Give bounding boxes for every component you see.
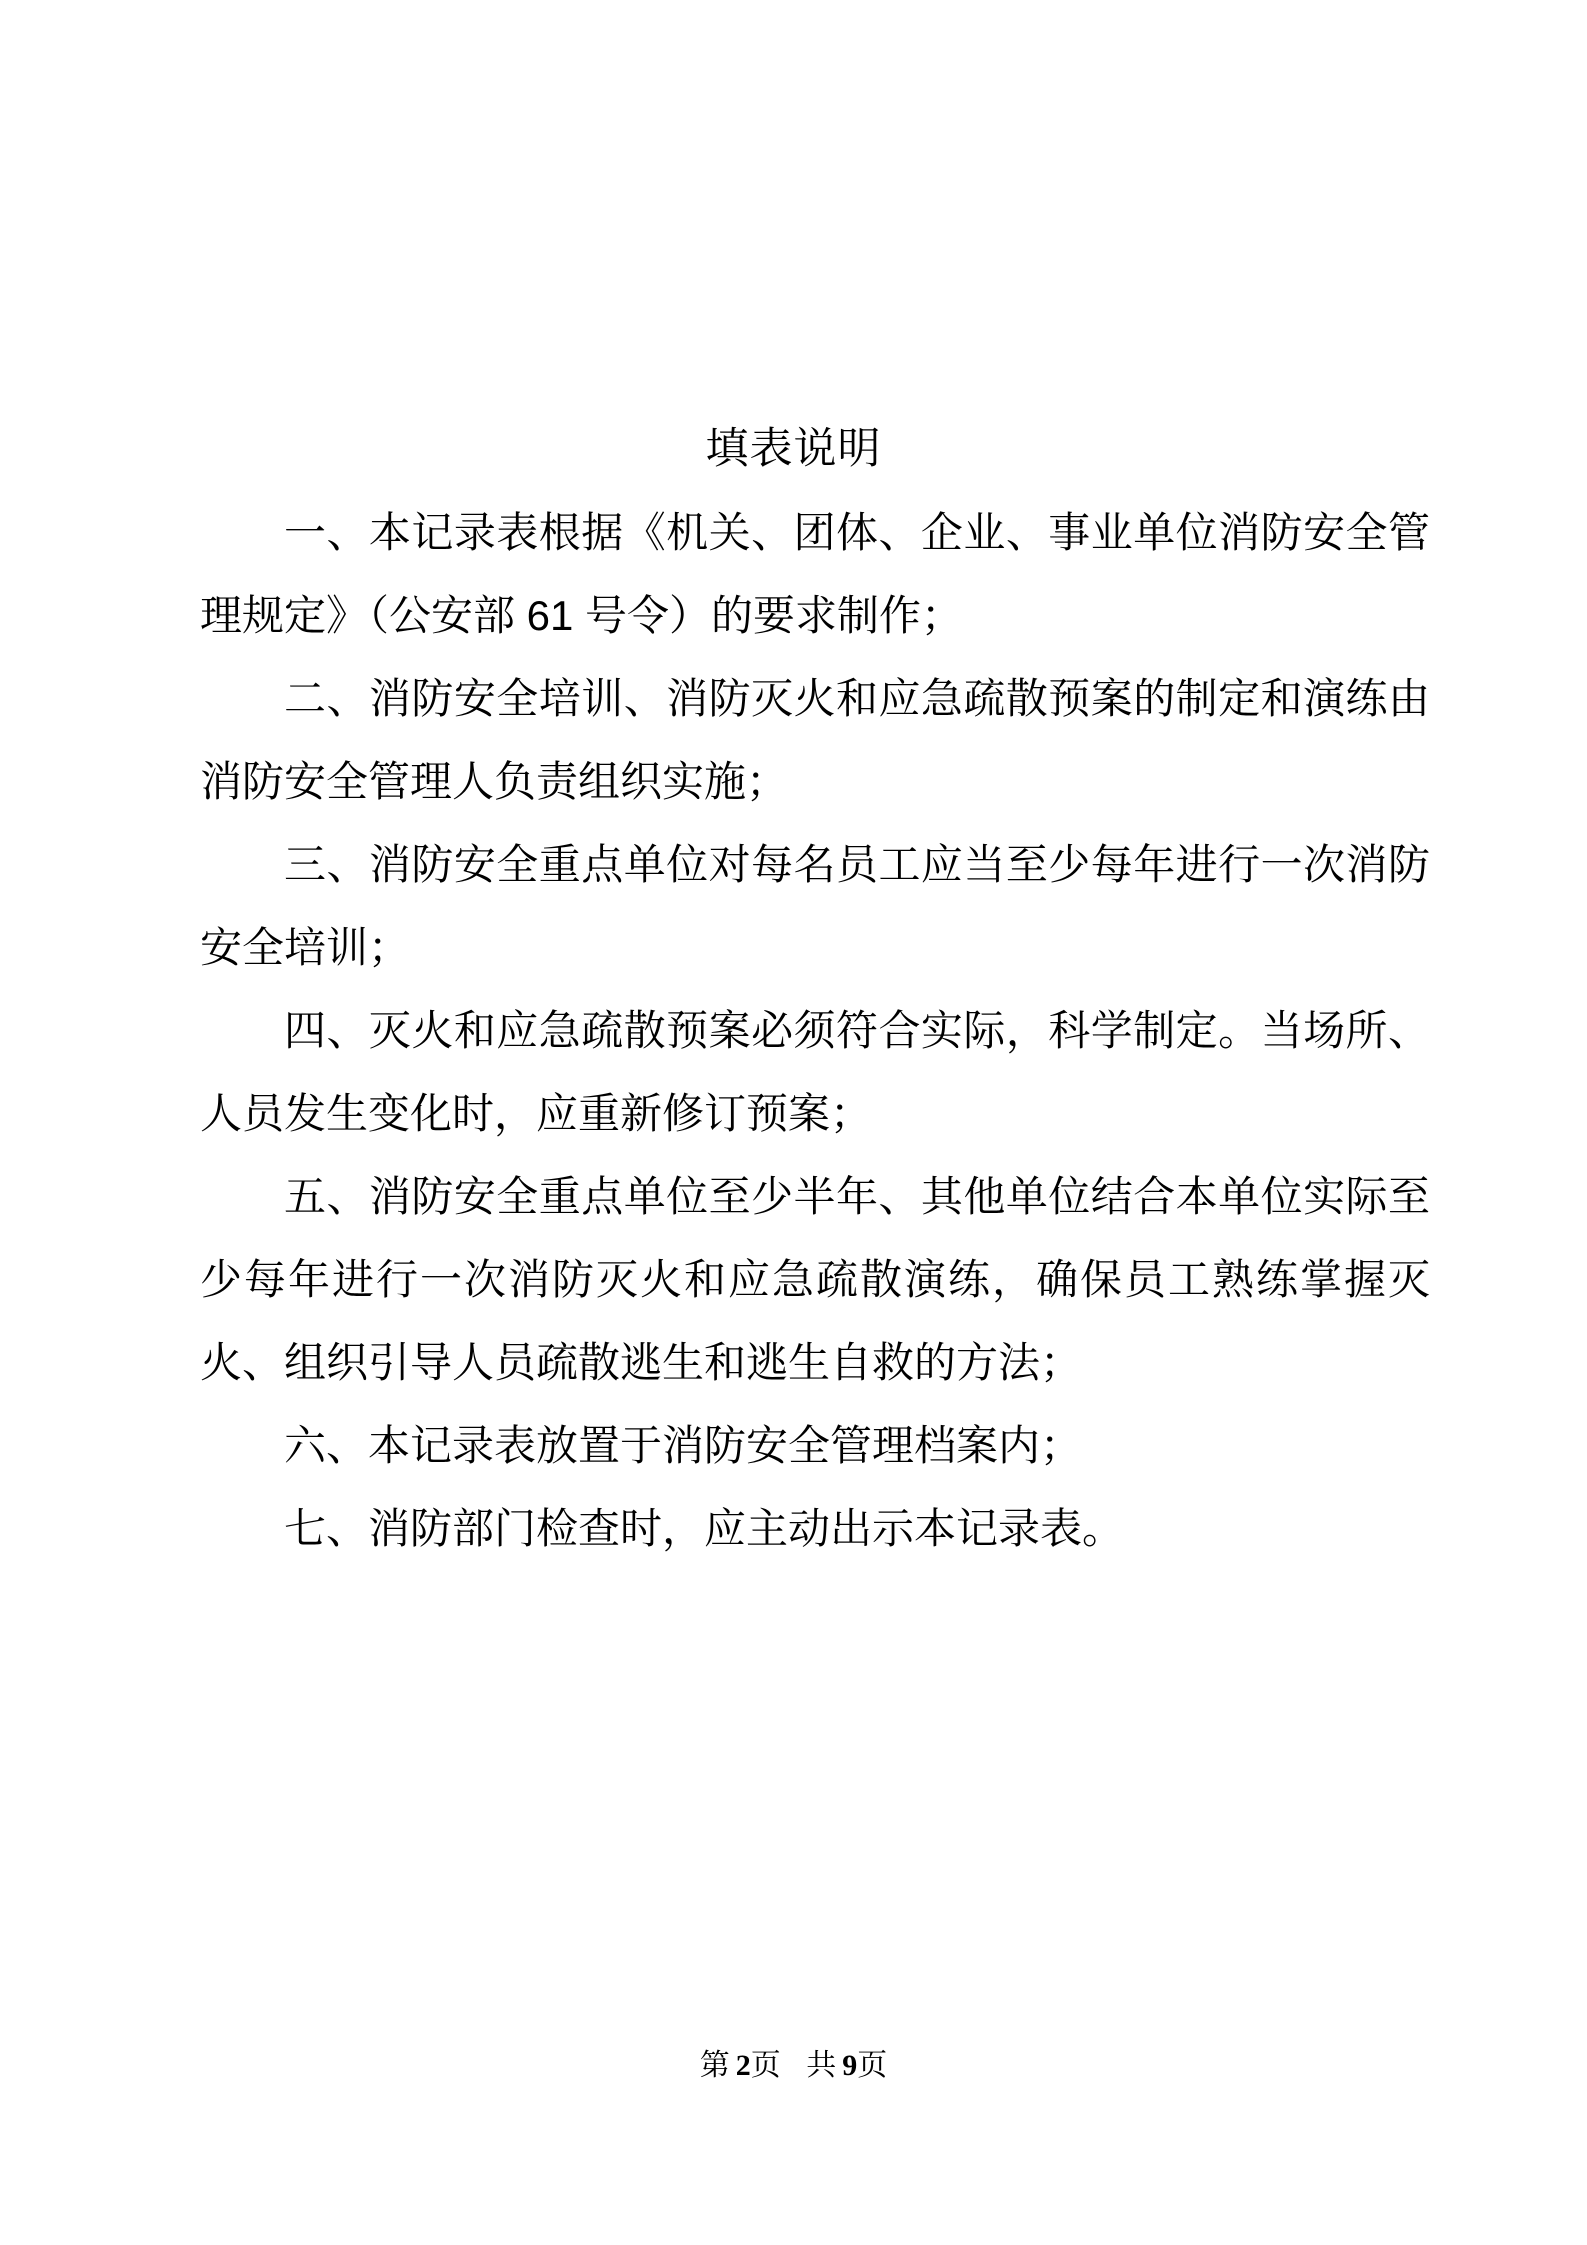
instruction-item-4: 四、灭火和应急疏散预案必须符合实际，科学制定。当场所、人员发生变化时，应重新修订预案； (200, 1007, 1430, 1137)
current-page-number: 2 (735, 2049, 751, 2082)
instructions-section (200, 491, 1430, 1570)
instruction-item-6: 六、本记录表放置于消防安全管理档案内； (284, 1422, 1083, 1469)
total-page-number: 9 (842, 2049, 858, 2082)
page-title: 填表说明 (705, 425, 882, 473)
page-prefix-label: 第 (699, 2049, 730, 2082)
page-number-footer (0, 2048, 1587, 2084)
instruction-item-1: 一、本记录表根据《机关、团体、企业、事业单位消防安全管理规定》（公安部 61 号令）的要求制作； (200, 509, 1430, 639)
instruction-item-5: 五、消防安全重点单位至少半年、其他单位结合本单位实际至少每年进行一次消防灭火和应急疏散演练，确保员工熟练掌握灭火、组织引导人员疏散逃生和逃生自救的方法； (200, 1173, 1430, 1386)
total-unit-label: 页 (857, 2049, 888, 2082)
instruction-item-3: 三、消防安全重点单位对每名员工应当至少每年进行一次消防安全培训； (200, 841, 1430, 971)
instruction-item-7: 七、消防部门检查时，应主动出示本记录表。 (284, 1505, 1125, 1552)
instruction-item-2: 二、消防安全培训、消防灭火和应急疏散预案的制定和演练由消防安全管理人负责组织实施； (200, 675, 1430, 805)
total-prefix-label: 共 (806, 2049, 837, 2082)
page-unit-label: 页 (750, 2049, 781, 2082)
